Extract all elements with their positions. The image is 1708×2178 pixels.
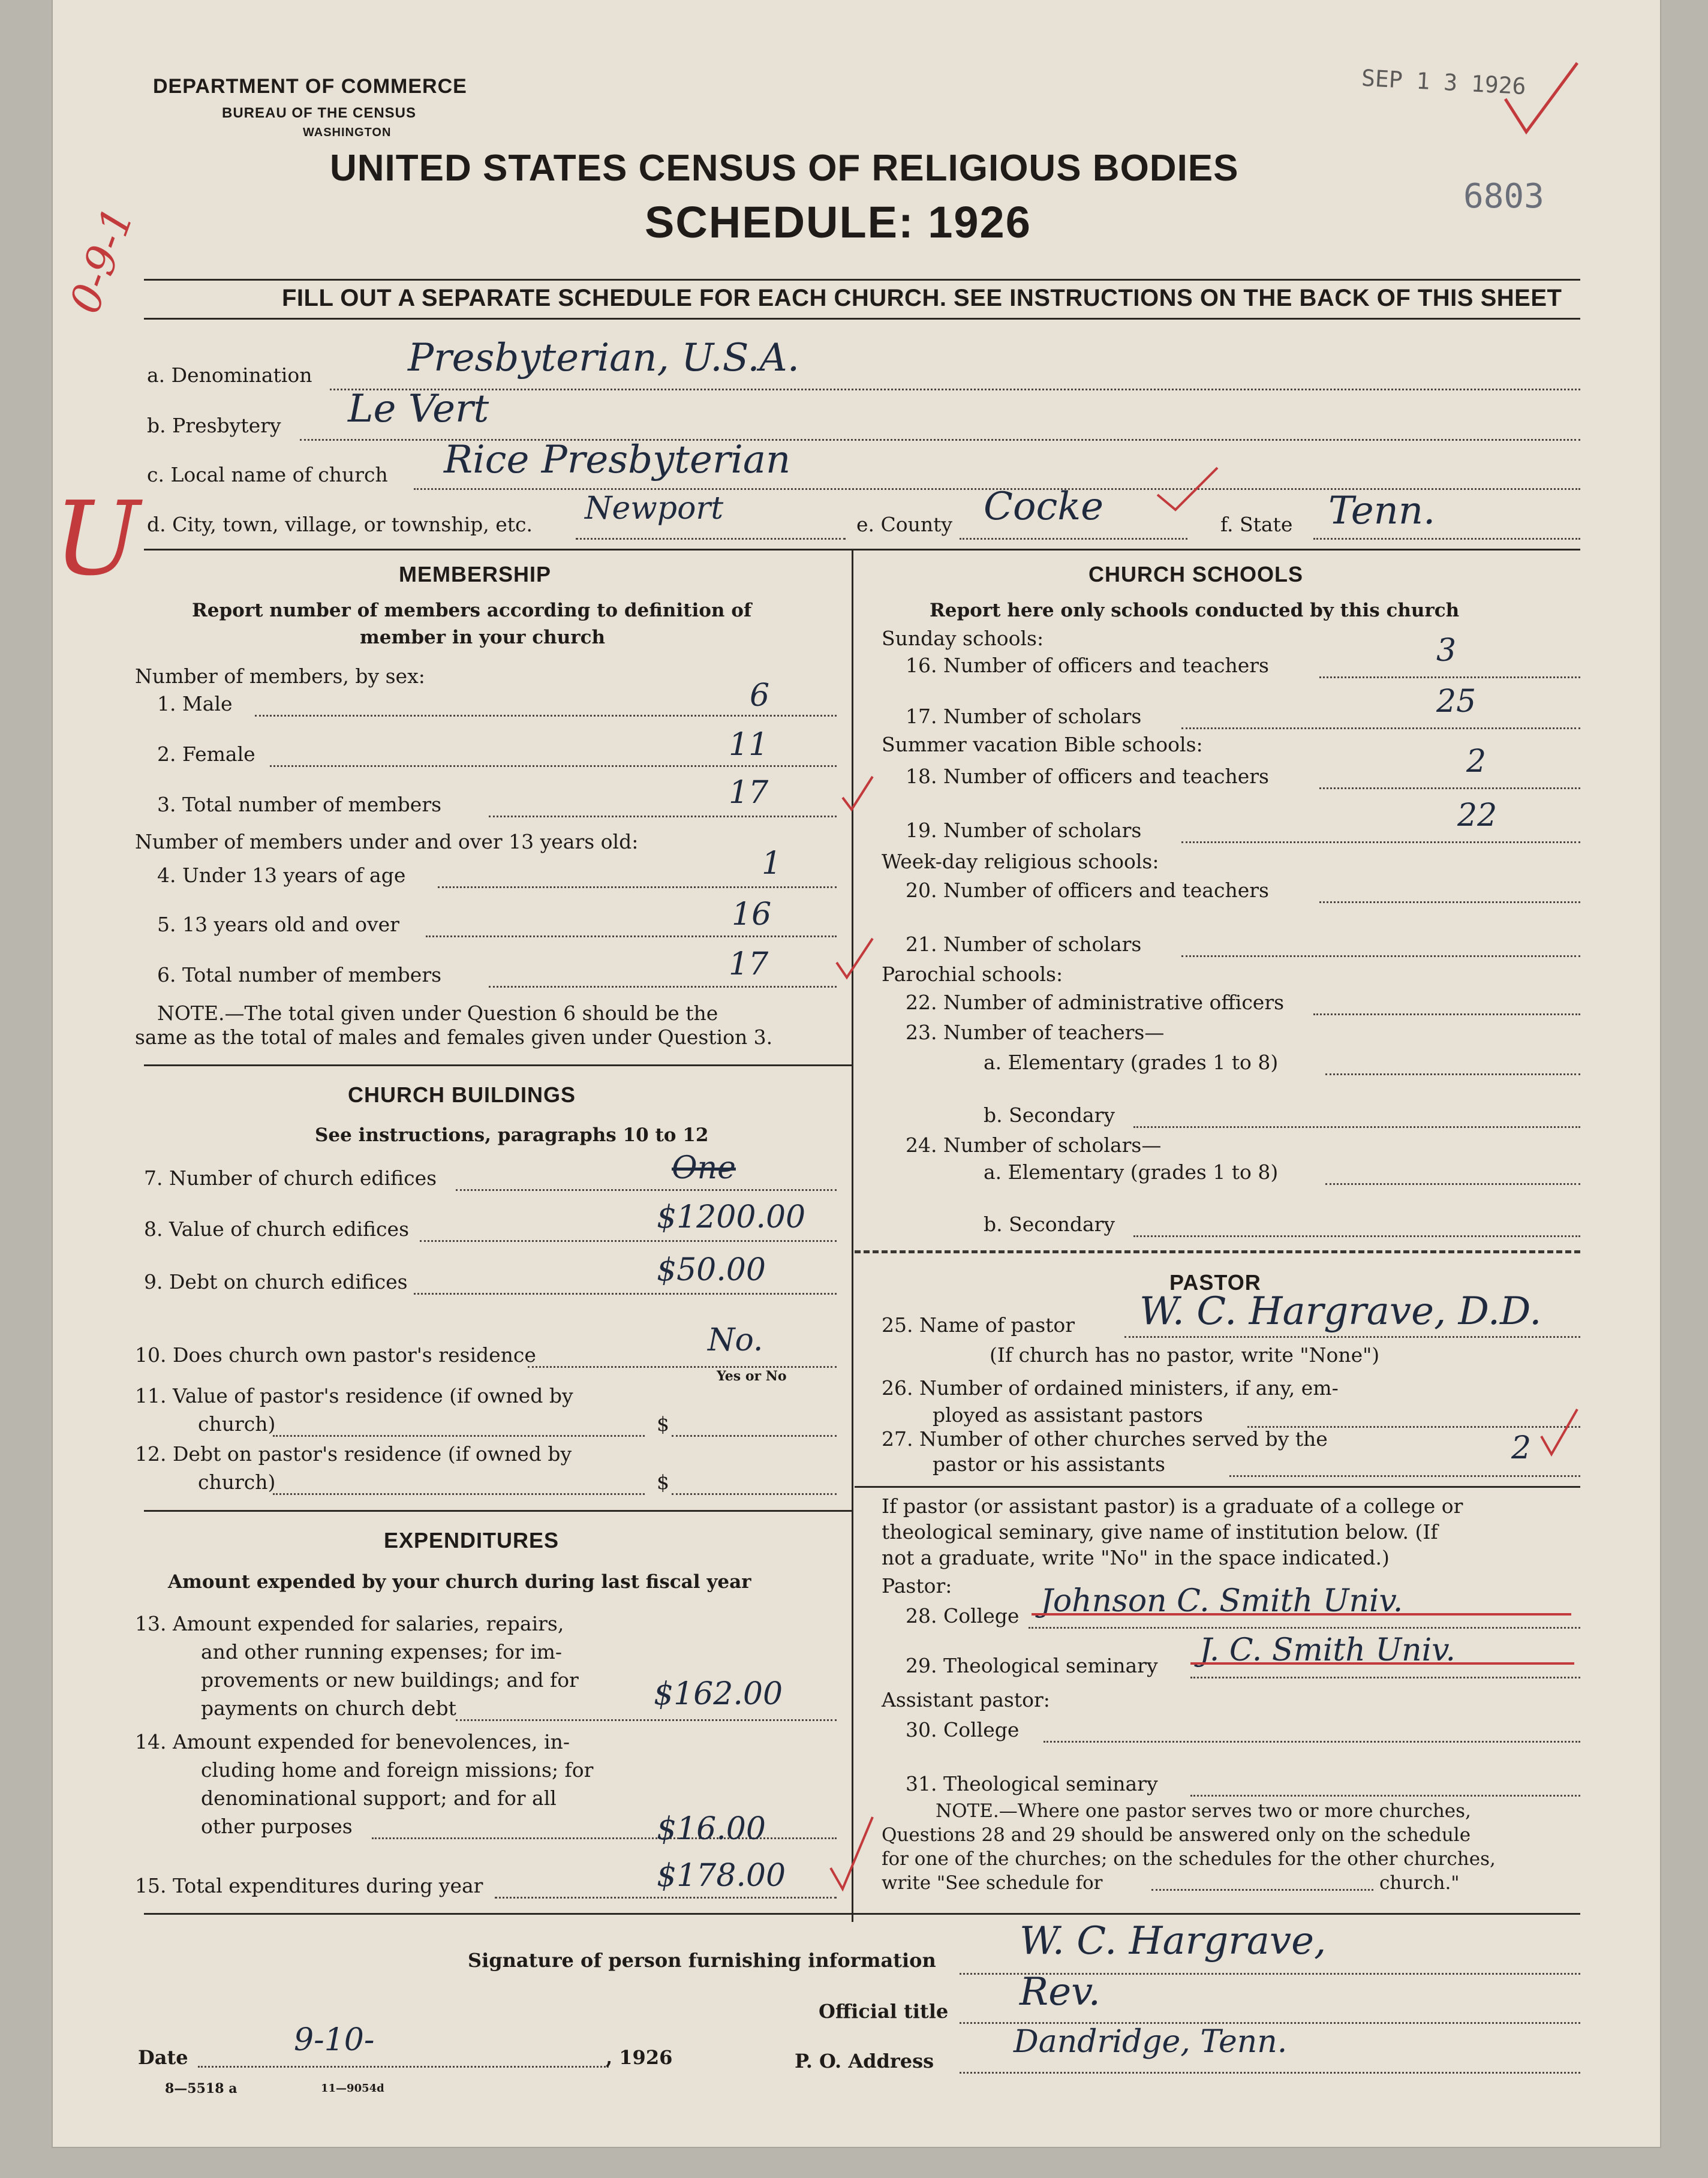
edifice-debt-value: $50.00 — [657, 1252, 766, 1288]
teachers-label: 23. Number of teachers— — [906, 1021, 1165, 1044]
file-number-stamp: 6803 — [1463, 177, 1544, 216]
church-name-label: c. Local name of church — [147, 463, 388, 486]
parochial-schools-label: Parochial schools: — [882, 962, 1063, 986]
summer-scholars-value: 22 — [1457, 798, 1497, 834]
date-value: 9-10- — [294, 2022, 375, 2058]
summer-officers-line — [1319, 787, 1580, 789]
residence-value-dollar: $ — [657, 1412, 669, 1436]
male-line — [255, 715, 837, 717]
summer-scholars-label: 19. Number of scholars — [906, 819, 1142, 842]
po-address-line — [960, 2072, 1580, 2074]
assistant-ministers-label-1: 26. Number of ordained ministers, if any, em- — [882, 1376, 1339, 1400]
form-title: UNITED STATES CENSUS OF RELIGIOUS BODIES — [330, 148, 1239, 189]
buildings-intro: See instructions, paragraphs 10 to 12 — [315, 1124, 709, 1146]
seminary-label: 29. Theological seminary — [906, 1654, 1158, 1677]
edifice-value-value: $1200.00 — [657, 1199, 806, 1235]
pastor-note-4: write "See schedule for — [882, 1872, 1103, 1894]
graduate-instruction-2: theological seminary, give name of institution below. (If — [882, 1520, 1438, 1544]
sunday-officers-label: 16. Number of officers and teachers — [906, 654, 1269, 677]
membership-rule — [144, 1064, 852, 1066]
total-members-label: 3. Total number of members — [157, 793, 442, 816]
residence-value-label-1: 11. Value of pastor's residence (if owned by — [135, 1384, 573, 1407]
salaries-label-1: 13. Amount expended for salaries, repairs, — [135, 1612, 564, 1635]
parochial-scholars-label: 24. Number of scholars— — [906, 1133, 1162, 1157]
total-expenditures-line — [495, 1897, 837, 1899]
membership-heading: MEMBERSHIP — [399, 562, 552, 586]
total-expenditures-value: $178.00 — [657, 1858, 786, 1894]
city-line — [576, 538, 846, 540]
church-edifices-line — [456, 1189, 837, 1191]
department-name: DEPARTMENT OF COMMERCE — [153, 75, 467, 98]
county-label: e. County — [856, 513, 953, 536]
general-section-rule — [144, 549, 1580, 550]
sunday-officers-value: 3 — [1436, 633, 1457, 669]
pastor-name-value: W. C. Hargrave, D.D. — [1139, 1289, 1542, 1334]
graduate-instruction-1: If pastor (or assistant pastor) is a graduate of a college or — [882, 1494, 1463, 1518]
date-line — [198, 2066, 609, 2068]
expenditure-checkmark-icon — [828, 1814, 876, 1892]
church-buildings-heading: CHURCH BUILDINGS — [348, 1082, 576, 1107]
seminary-line — [1190, 1677, 1580, 1678]
under-13-value: 1 — [762, 846, 782, 882]
pastor-checkmark-icon — [1538, 1406, 1580, 1460]
male-label: 1. Male — [157, 692, 233, 715]
edifice-value-line — [420, 1240, 837, 1242]
church-name-value: Rice Presbyterian — [444, 438, 791, 482]
date-year-printed: , 1926 — [606, 2046, 673, 2069]
pastor-subheading: Pastor: — [882, 1574, 952, 1598]
scholars-secondary-line — [1133, 1235, 1580, 1237]
total-members-line — [489, 816, 837, 817]
pastor-heading: PASTOR — [1169, 1270, 1261, 1295]
admin-officers-label: 22. Number of administrative officers — [906, 991, 1285, 1014]
residence-debt-line — [672, 1493, 837, 1495]
membership-note-line1: NOTE.—The total given under Question 6 should be the — [157, 1001, 718, 1025]
church-edifices-value: One — [672, 1150, 736, 1186]
salaries-line — [456, 1719, 837, 1721]
assistant-college-label: 30. College — [906, 1718, 1020, 1741]
other-churches-label-2: pastor or his assistants — [933, 1452, 1165, 1476]
summer-officers-label: 18. Number of officers and teachers — [906, 765, 1269, 788]
salaries-label-3: provements or new buildings; and for — [201, 1668, 579, 1692]
denomination-value: Presbyterian, U.S.A. — [408, 336, 800, 380]
assistant-pastor-subheading: Assistant pastor: — [882, 1688, 1050, 1711]
assistant-college-line — [1044, 1741, 1580, 1743]
church-edifices-label: 7. Number of church edifices — [144, 1166, 437, 1190]
college-label: 28. College — [906, 1604, 1020, 1628]
separate-schedule-instruction: FILL OUT A SEPARATE SCHEDULE FOR EACH CHURCH. SEE INSTRUCTIONS ON THE BACK OF THIS SHEET — [282, 285, 1562, 311]
benevolences-label-4: other purposes — [201, 1815, 353, 1838]
buildings-rule — [144, 1510, 852, 1512]
female-label: 2. Female — [157, 742, 255, 766]
under-13-line — [438, 886, 837, 888]
teachers-elementary-label: a. Elementary (grades 1 to 8) — [984, 1051, 1279, 1074]
assistant-seminary-label: 31. Theological seminary — [906, 1772, 1158, 1795]
po-address-label: P. O. Address — [795, 2050, 934, 2072]
residence-value-leader — [273, 1435, 645, 1437]
total-by-age-label: 6. Total number of members — [157, 963, 442, 986]
assistant-seminary-line — [1190, 1795, 1580, 1797]
denomination-line — [330, 389, 1580, 390]
residence-value-label-2: church) — [198, 1412, 276, 1436]
female-value: 11 — [729, 727, 769, 763]
total-checkmark-icon — [840, 774, 876, 816]
pastor-note-1: NOTE.—Where one pastor serves two or more churches, — [936, 1800, 1471, 1822]
schools-rule — [855, 1250, 1580, 1253]
official-title-label: Official title — [819, 2000, 949, 2023]
teachers-secondary-label: b. Secondary — [984, 1103, 1115, 1127]
total-expenditures-label: 15. Total expenditures during year — [135, 1874, 483, 1897]
benevolences-label-3: denominational support; and for all — [201, 1786, 557, 1810]
sunday-scholars-value: 25 — [1436, 684, 1477, 720]
owns-residence-line — [528, 1366, 837, 1368]
residence-debt-label-2: church) — [198, 1470, 276, 1494]
weekday-officers-label: 20. Number of officers and teachers — [906, 879, 1269, 902]
header-rule-top — [144, 279, 1580, 281]
margin-letter-mark: U — [54, 480, 140, 598]
county-checkmark-icon — [1151, 462, 1223, 516]
state-label: f. State — [1220, 513, 1293, 536]
salaries-label-4: payments on church debt — [201, 1696, 456, 1720]
sunday-scholars-line — [1181, 727, 1580, 729]
po-address-value: Dandridge, Tenn. — [1014, 2024, 1288, 2060]
body-bottom-rule — [144, 1913, 1580, 1915]
print-number: 11—9054d — [321, 2082, 384, 2095]
signature-label: Signature of person furnishing information — [468, 1949, 936, 1972]
weekday-scholars-label: 21. Number of scholars — [906, 932, 1142, 956]
county-line — [960, 538, 1187, 540]
benevolences-label-2: cluding home and foreign missions; for — [201, 1758, 594, 1782]
total-members-value: 17 — [729, 775, 769, 811]
date-label: Date — [138, 2046, 188, 2069]
salaries-label-2: and other running expenses; for im- — [201, 1640, 563, 1663]
age-intro-label: Number of members under and over 13 years old: — [135, 830, 639, 853]
salaries-value: $162.00 — [654, 1676, 783, 1712]
seminary-strikethrough — [1190, 1662, 1574, 1665]
other-churches-label-1: 27. Number of other churches served by the — [882, 1427, 1328, 1451]
over-13-line — [426, 935, 837, 937]
seminary-value: J. C. Smith Univ. — [1199, 1632, 1456, 1668]
teachers-secondary-line — [1133, 1126, 1580, 1128]
other-churches-value: 2 — [1511, 1430, 1532, 1466]
benevolences-line — [372, 1837, 837, 1839]
scholars-secondary-label: b. Secondary — [984, 1213, 1115, 1236]
pastor-note-line — [1151, 1889, 1373, 1891]
residence-debt-leader — [273, 1493, 645, 1495]
margin-code-mark: 0-9-1 — [60, 200, 143, 320]
pastor-rule — [855, 1486, 1580, 1488]
presbytery-label: b. Presbytery — [147, 414, 281, 437]
admin-officers-line — [1313, 1013, 1580, 1015]
weekday-officers-line — [1319, 901, 1580, 903]
scholars-elementary-label: a. Elementary (grades 1 to 8) — [984, 1160, 1279, 1184]
residence-debt-label-1: 12. Debt on pastor's residence (if owned by — [135, 1442, 572, 1466]
county-value: Cocke — [984, 485, 1103, 529]
benevolences-value: $16.00 — [657, 1811, 766, 1847]
edifice-debt-line — [414, 1293, 837, 1295]
over-13-value: 16 — [732, 897, 772, 932]
weekday-schools-label: Week-day religious schools: — [882, 850, 1159, 873]
state-value: Tenn. — [1328, 489, 1436, 533]
college-value: Johnson C. Smith Univ. — [1041, 1583, 1403, 1619]
male-value: 6 — [750, 678, 770, 714]
total-by-age-value: 17 — [729, 946, 769, 982]
summer-officers-value: 2 — [1466, 744, 1487, 780]
membership-note-line2: same as the total of males and females given under Question 3. — [135, 1025, 773, 1049]
yes-or-no-hint: Yes or No — [717, 1368, 787, 1384]
pastor-name-note: (If church has no pastor, write "None") — [990, 1343, 1380, 1367]
assistant-ministers-label-2: ployed as assistant pastors — [933, 1403, 1203, 1427]
city-value: Newport — [585, 491, 724, 527]
edifice-value-label: 8. Value of church edifices — [144, 1217, 410, 1241]
bureau-name: BUREAU OF THE CENSUS — [222, 105, 417, 121]
official-title-value: Rev. — [1020, 1970, 1100, 2014]
pastor-note-5: church." — [1379, 1872, 1460, 1894]
total-age-checkmark-icon — [834, 935, 876, 983]
graduate-instruction-3: not a graduate, write "No" in the space indicated.) — [882, 1546, 1390, 1569]
expenditures-intro: Amount expended by your church during last fiscal year — [168, 1571, 751, 1593]
pastor-name-label: 25. Name of pastor — [882, 1313, 1075, 1337]
members-by-sex-label: Number of members, by sex: — [135, 664, 425, 688]
denomination-label: a. Denomination — [147, 363, 312, 387]
college-line — [1029, 1627, 1580, 1629]
owns-residence-label: 10. Does church own pastor's residence — [135, 1343, 536, 1367]
state-line — [1313, 538, 1580, 540]
expenditures-heading: EXPENDITURES — [384, 1528, 560, 1553]
pastor-note-3: for one of the churches; on the schedules for the other churches, — [882, 1848, 1496, 1870]
membership-intro-line2: member in your church — [360, 627, 606, 648]
received-date-stamp: SEP 1 3 1926 — [1361, 64, 1527, 100]
sunday-officers-line — [1319, 676, 1580, 678]
under-13-label: 4. Under 13 years of age — [157, 864, 406, 887]
over-13-label: 5. 13 years old and over — [157, 913, 399, 936]
other-churches-line — [1229, 1475, 1580, 1477]
benevolences-label-1: 14. Amount expended for benevolences, in- — [135, 1730, 570, 1753]
city-label: d. City, town, village, or township, etc. — [147, 513, 533, 536]
scholars-elementary-line — [1325, 1183, 1580, 1185]
sunday-schools-label: Sunday schools: — [882, 627, 1044, 650]
residence-debt-dollar: $ — [657, 1470, 669, 1494]
total-by-age-line — [489, 986, 837, 988]
sunday-scholars-label: 17. Number of scholars — [906, 705, 1142, 728]
header-rule-bottom — [144, 318, 1580, 320]
residence-value-line — [672, 1435, 837, 1437]
female-line — [270, 765, 837, 767]
weekday-scholars-line — [1181, 955, 1580, 957]
owns-residence-value: No. — [708, 1322, 763, 1358]
schedule-title: SCHEDULE: 1926 — [645, 197, 1032, 247]
college-strikethrough — [1032, 1613, 1571, 1616]
teachers-elementary-line — [1325, 1073, 1580, 1075]
summer-scholars-line — [1181, 841, 1580, 843]
schools-intro: Report here only schools conducted by this church — [930, 600, 1460, 621]
presbytery-value: Le Vert — [348, 387, 489, 431]
edifice-debt-label: 9. Debt on church edifices — [144, 1270, 408, 1293]
summer-schools-label: Summer vacation Bible schools: — [882, 733, 1203, 756]
pastor-note-2: Questions 28 and 29 should be answered only on the schedule — [882, 1824, 1471, 1846]
signature-value: W. C. Hargrave, — [1020, 1919, 1327, 1963]
column-divider — [852, 549, 853, 1922]
membership-intro-line1: Report number of members according to definition of — [192, 600, 752, 621]
bureau-city: WASHINGTON — [303, 126, 392, 139]
pastor-name-line — [1124, 1336, 1580, 1338]
church-schools-heading: CHURCH SCHOOLS — [1088, 562, 1304, 586]
form-number: 8—5518 a — [165, 2081, 237, 2096]
red-checkmark-icon — [1499, 57, 1583, 141]
